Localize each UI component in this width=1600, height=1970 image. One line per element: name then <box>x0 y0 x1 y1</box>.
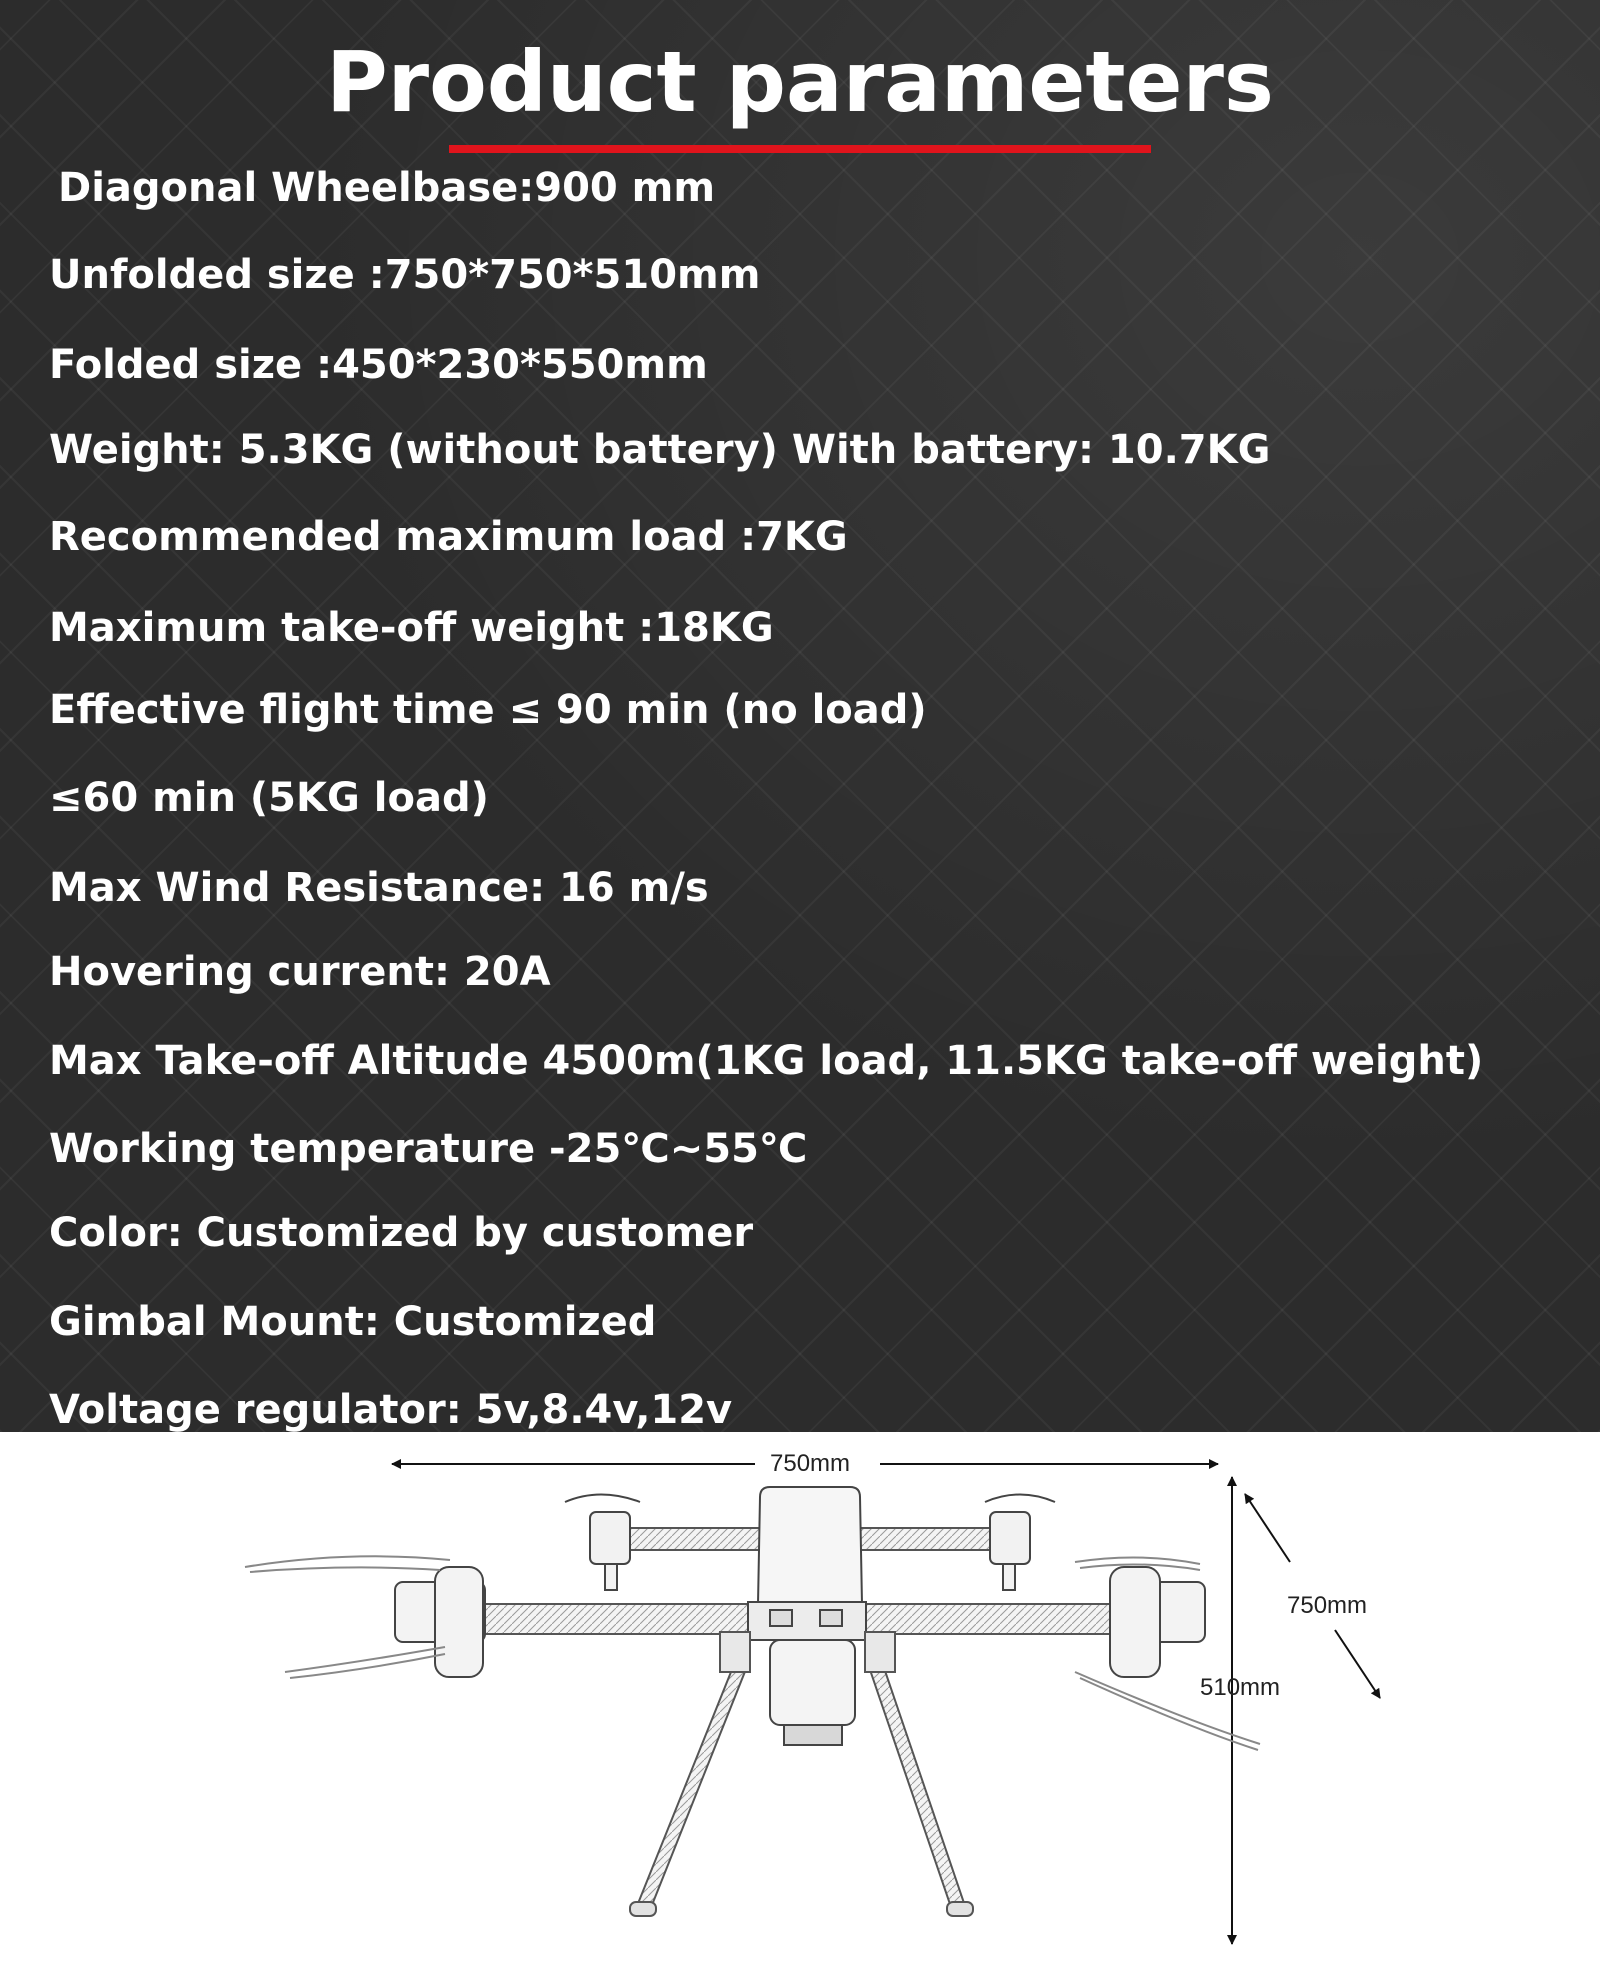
drone-drawing <box>0 1432 1600 1966</box>
param-wheelbase: Diagonal Wheelbase:900 mm <box>58 165 716 211</box>
param-max-takeoff-weight: Maximum take-off weight :18KG <box>49 605 774 651</box>
param-voltage-regulator: Voltage regulator: 5v,8.4v,12v <box>49 1387 733 1432</box>
param-gimbal-mount: Gimbal Mount: Customized <box>49 1299 657 1345</box>
depth-dimension-label: 750mm <box>1287 1592 1368 1619</box>
page-title: Product parameters <box>326 33 1274 131</box>
width-dimension-label: 750mm <box>770 1450 851 1477</box>
param-color: Color: Customized by customer <box>49 1210 754 1256</box>
height-dimension-label: 510mm <box>1200 1674 1281 1701</box>
drone-dimension-diagram <box>0 1432 1600 1966</box>
title-underline <box>449 145 1151 153</box>
param-wind-resistance: Max Wind Resistance: 16 m/s <box>49 865 709 911</box>
param-hovering-current: Hovering current: 20A <box>49 949 551 995</box>
param-weight: Weight: 5.3KG (without battery) With battery: 10.7KG <box>49 427 1271 473</box>
param-folded-size: Folded size :450*230*550mm <box>49 342 708 388</box>
drone-body <box>748 1487 866 1745</box>
param-working-temperature: Working temperature -25℃~55℃ <box>49 1126 808 1172</box>
param-recommended-load: Recommended maximum load :7KG <box>49 514 848 560</box>
param-flight-time-no-load: Effective flight time ≤ 90 min (no load) <box>49 687 927 733</box>
param-max-altitude: Max Take-off Altitude 4500m(1KG load, 11.5KG take-off weight) <box>49 1038 1484 1084</box>
param-flight-time-load: ≤60 min (5KG load) <box>49 775 489 821</box>
param-unfolded-size: Unfolded size :750*750*510mm <box>49 252 761 298</box>
